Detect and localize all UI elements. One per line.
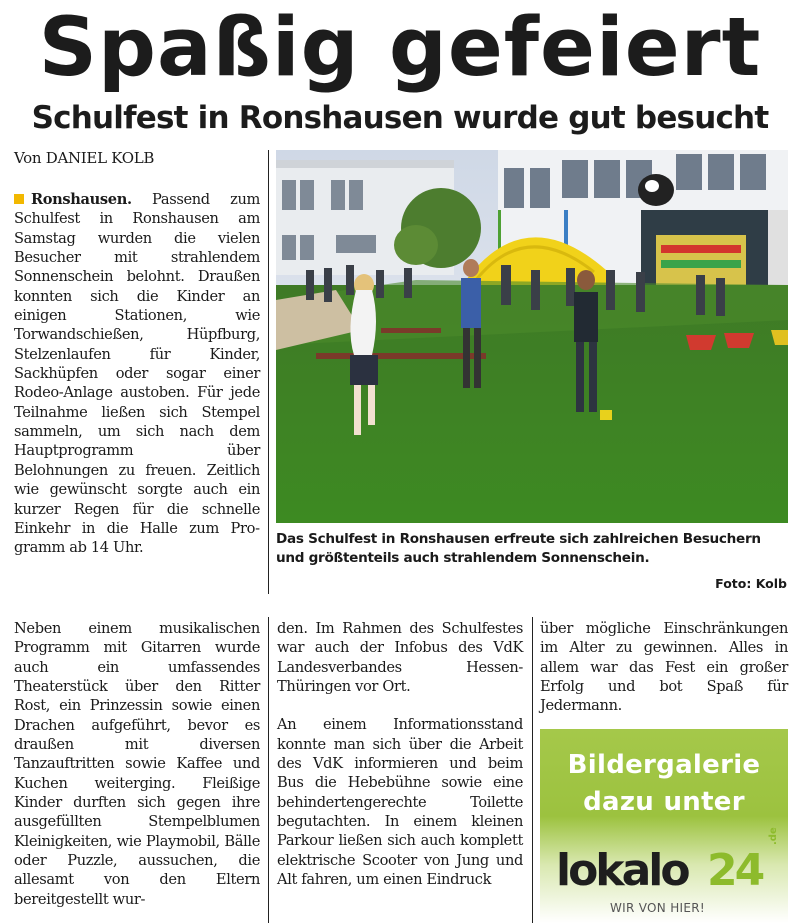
column-rule-lower-left [268, 617, 269, 923]
headline: Spaßig gefeiert [38, 1, 762, 95]
column-rule-lower-right [532, 617, 533, 923]
byline: Von DANIEL KOLB [14, 149, 155, 167]
paragraph: An einem Informationsstand konnte man sich über die Arbeit des VdK informieren und beim Bus die Hebebühne sowie eine behindertengerechte Toilette begutachten. In einem kleinen Parkour ließen sich auch komplett elektrische Scooter von Jung und Alt fahren, um einen Eindruck [277, 716, 523, 889]
gallery-promo-box[interactable] [540, 729, 788, 923]
dateline-place: Ronshausen. [31, 191, 132, 208]
column-3 [540, 619, 788, 716]
lead-text: Passend zum Schulfest in Ronshausen am Samstag wurden die vielen Besucher mit strahlendem Sonnenschein belohnt. Draußen konnten sich die Kinder an einigen Stationen, wie Torwandschießen, Hüpfburg, Stelzenlaufen für Kinder, Sackhüpfen oder sogar einer Rodeo-Anlage austoben. Für jede Teilnahme ließen sich Stempel sammeln, um sich nach dem Hauptprogramm über Belohnungen zu freuen. Zeitlich wie gewünscht sorgte auch ein kurzer Regen für die schnelle Einkehr in die Halle zum Programm ab 14 Uhr. [14, 191, 260, 557]
paragraph: über mögliche Einschränkungen im Alter zu gewinnen. Alles in allem war das Fest ein großer Erfolg und bot Spaß für Jedermann. [540, 620, 788, 715]
photo-credit: Foto: Kolb [715, 576, 787, 591]
lead-paragraph [14, 190, 260, 558]
column-1-lower [14, 619, 260, 909]
promo-title-line-1: Bildergalerie [567, 750, 761, 780]
bullet-square-icon [14, 194, 24, 204]
photo-caption: Das Schulfest in Ronshausen erfreute sich zahlreichen Besuchern und größtenteils auch strahlendem Sonnenschein. [276, 531, 761, 566]
column-2 [277, 619, 523, 889]
logo-tld: .de [768, 827, 779, 845]
logo-number: 24 [707, 845, 763, 896]
column-rule-top [268, 150, 269, 594]
article-photo [276, 150, 788, 523]
subheadline: Schulfest in Ronshausen wurde gut besucht [31, 100, 769, 136]
promo-title [540, 747, 788, 821]
logo-tagline: WIR VON HIER! [610, 901, 705, 915]
logo-word: lokalo [556, 845, 688, 896]
paragraph: Neben einem musikalischen Programm mit Gitarren wurde auch ein umfassendes Theaterstück über den Ritter Rost, ein Prinzessin sowie einen Drachen aufgeführt, bevor es draußen mit diversen Tanzauftritten sowie Kaffee und Kuchen weiterging. Fleißige Kinder durften sich gegen ihre ausgefüllten Stempelblumen Kleinigkeiten, wie Playmobil, Bälle oder Puzzle, aussuchen, die allesamt von den Eltern bereitgestellt wur- [14, 620, 260, 908]
paragraph: den. Im Rahmen des Schulfestes war auch der Infobus des VdK Landesverbandes Hessen-Thüringen vor Ort. [277, 620, 523, 696]
schoolyard-photo-illustration [276, 150, 788, 523]
promo-title-line-2: dazu unter [583, 787, 745, 817]
